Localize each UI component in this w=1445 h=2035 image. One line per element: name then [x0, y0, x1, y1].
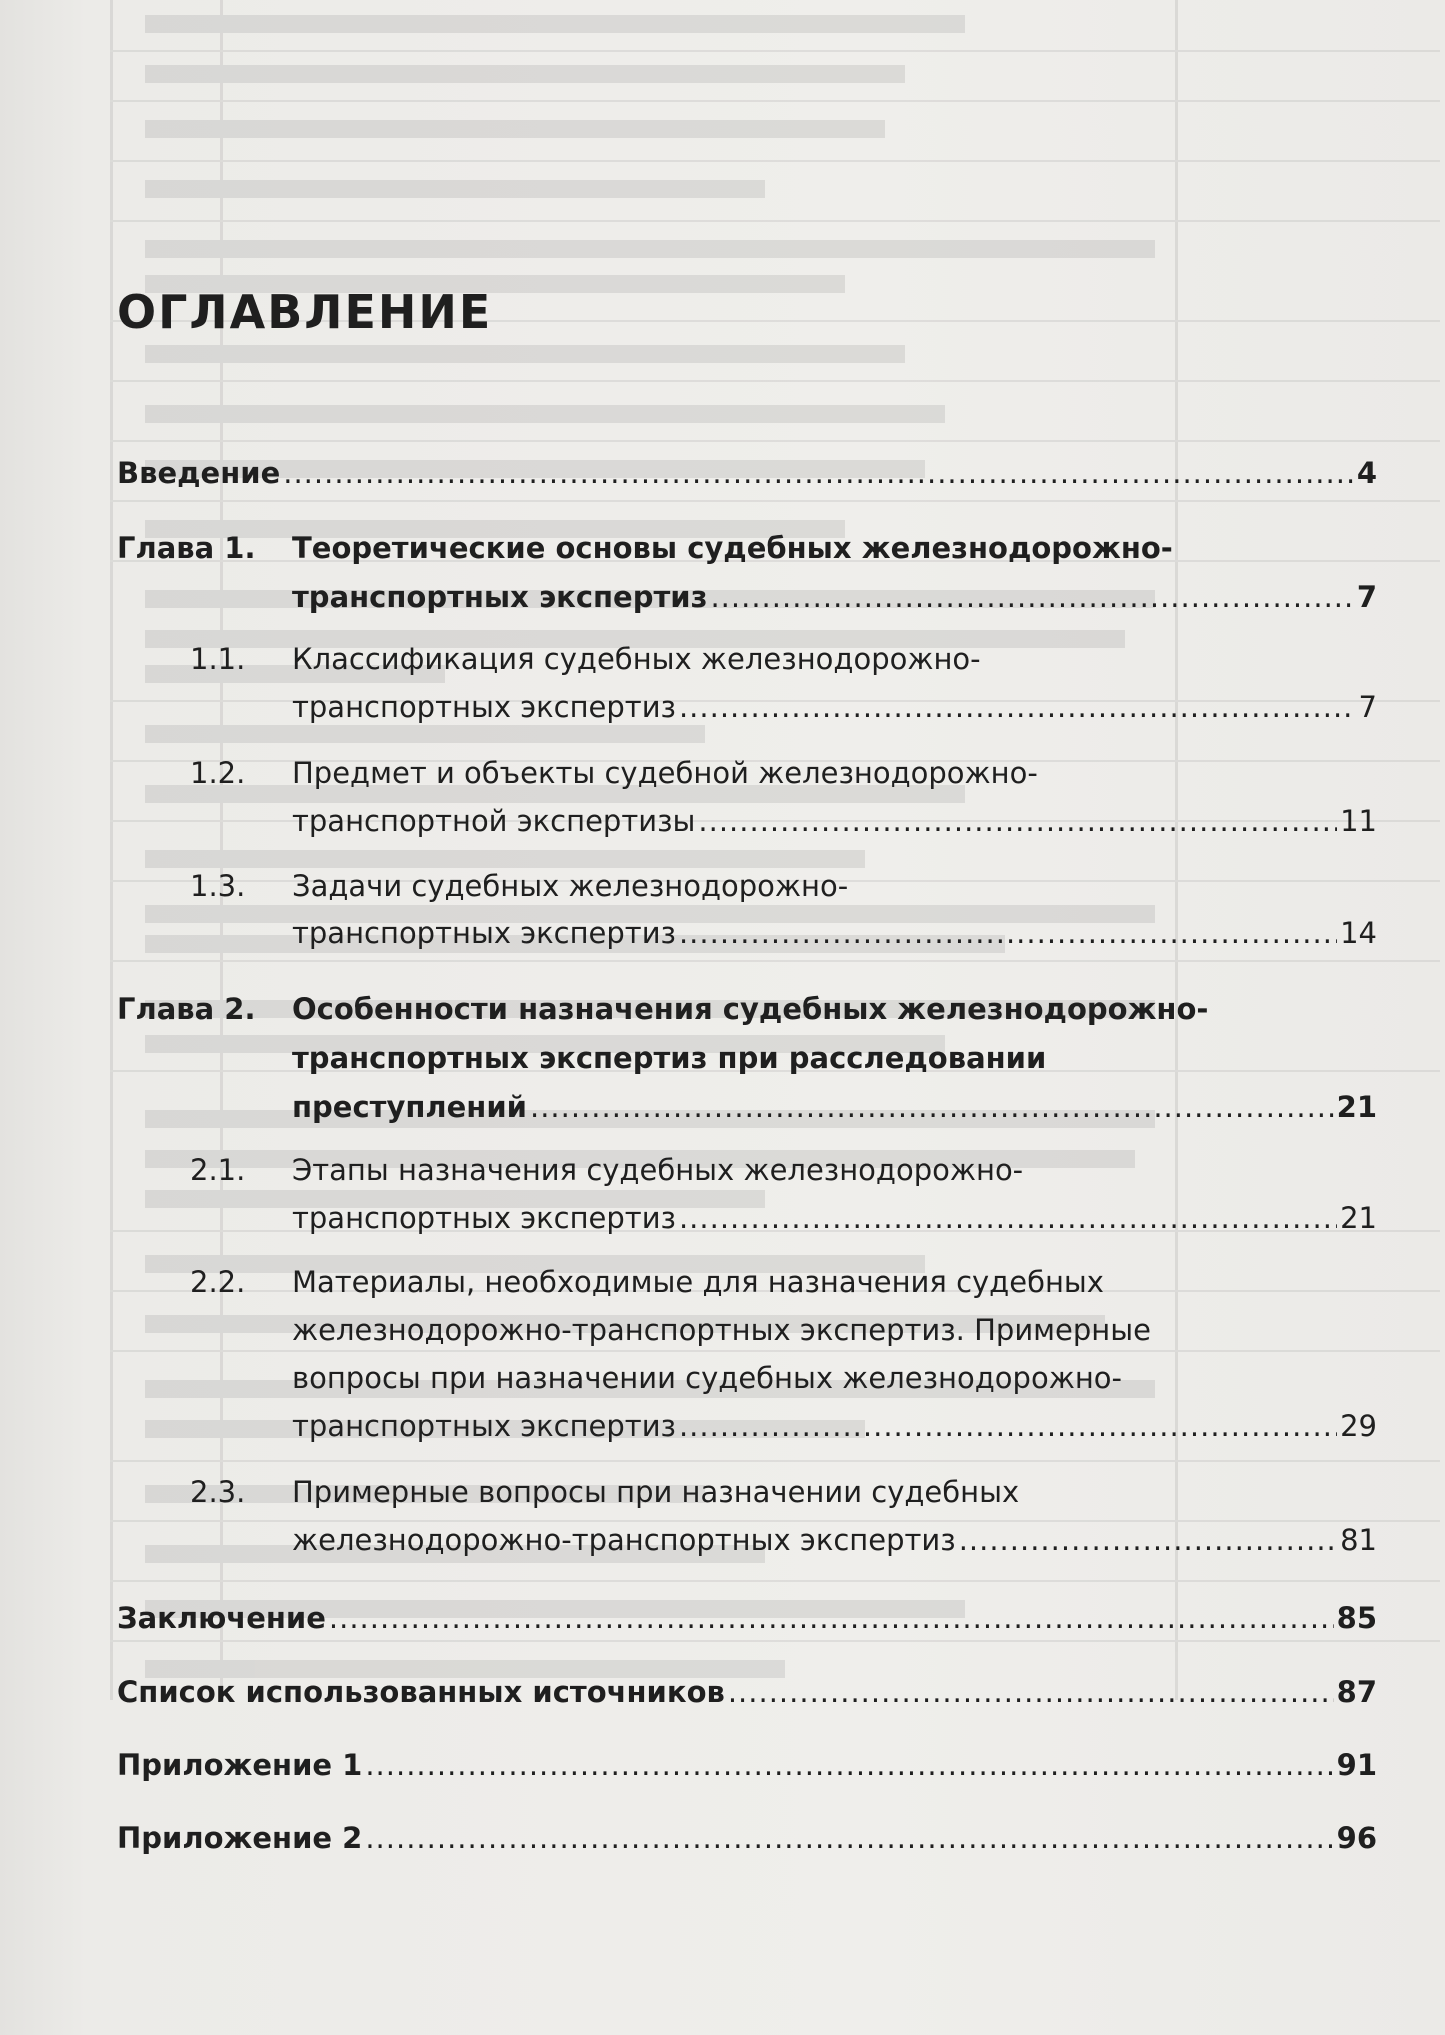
toc-entry-label: транспортных экспертиз — [292, 916, 676, 950]
toc-section-number: 1.1. — [190, 642, 246, 676]
toc-page-number: 7 — [1358, 690, 1377, 724]
toc-entry-section-1-3[interactable] — [292, 913, 1377, 953]
toc-entry-label: транспортных экспертиз — [292, 1201, 676, 1235]
toc-title: ОГЛАВЛЕНИЕ — [117, 285, 493, 339]
toc-leader-dots — [679, 687, 1356, 727]
toc-entry-label: транспортных экспертиз — [292, 580, 708, 614]
toc-entry-references[interactable] — [117, 1672, 1377, 1712]
toc-entry-line[interactable]: вопросы при назначении судебных железнодорожно- — [292, 1361, 1122, 1395]
toc-leader-dots — [959, 1520, 1337, 1560]
toc-page-number: 87 — [1336, 1675, 1377, 1709]
toc-entry-line[interactable]: железнодорожно-транспортных экспертиз. Примерные — [292, 1313, 1151, 1347]
toc-entry-conclusion[interactable] — [117, 1598, 1377, 1638]
toc-chapter-number: Глава 1. — [117, 531, 256, 565]
toc-page-number: 14 — [1340, 916, 1377, 950]
toc-section-number: 2.1. — [190, 1153, 246, 1187]
toc-leader-dots — [365, 1745, 1333, 1785]
toc-entry-label: Введение — [117, 456, 281, 490]
toc-entry-line[interactable]: Примерные вопросы при назначении судебных — [292, 1475, 1020, 1509]
toc-entry-label: транспортной экспертизы — [292, 804, 696, 838]
toc-entry-chapter-2[interactable] — [292, 1087, 1377, 1127]
toc-entry-label: преступлений — [292, 1090, 527, 1124]
toc-page-number: 4 — [1356, 456, 1377, 490]
toc-entry-line[interactable]: Задачи судебных железнодорожно- — [292, 869, 849, 903]
toc-section-number: 1.3. — [190, 869, 246, 903]
toc-leader-dots — [329, 1598, 1334, 1638]
toc-leader-dots — [679, 913, 1337, 953]
toc-page-number: 11 — [1340, 804, 1377, 838]
toc-entry-line[interactable]: Этапы назначения судебных железнодорожно- — [292, 1153, 1024, 1187]
toc-section-number: 2.2. — [190, 1265, 246, 1299]
toc-page-number: 85 — [1336, 1601, 1377, 1635]
toc-entry-chapter-1[interactable] — [292, 577, 1377, 617]
toc-entry-line[interactable]: Особенности назначения судебных железнодорожно- — [292, 992, 1209, 1026]
toc-entry-introduction[interactable] — [117, 453, 1377, 493]
toc-entry-line[interactable]: транспортных экспертиз при расследовании — [292, 1041, 1047, 1075]
toc-leader-dots — [679, 1198, 1337, 1238]
toc-chapter-number: Глава 2. — [117, 992, 256, 1026]
toc-entry-line[interactable]: Предмет и объекты судебной железнодорожно- — [292, 756, 1038, 790]
toc-entry-section-1-1[interactable] — [292, 687, 1377, 727]
toc-leader-dots — [365, 1818, 1333, 1858]
toc-entry-section-2-2[interactable] — [292, 1406, 1377, 1446]
toc-entry-section-1-2[interactable] — [292, 801, 1377, 841]
toc-section-number: 1.2. — [190, 756, 246, 790]
toc-page-number: 81 — [1340, 1523, 1377, 1557]
toc-entry-label: Список использованных источников — [117, 1675, 725, 1709]
toc-entry-label: транспортных экспертиз — [292, 1409, 676, 1443]
toc-page-number: 91 — [1336, 1748, 1377, 1782]
toc-entry-line[interactable]: Классификация судебных железнодорожно- — [292, 642, 981, 676]
toc-page-number: 21 — [1340, 1201, 1377, 1235]
toc-entry-line[interactable]: Теоретические основы судебных железнодорожно- — [292, 531, 1173, 565]
toc-entry-label: железнодорожно-транспортных экспертиз — [292, 1523, 956, 1557]
toc-page-number: 96 — [1336, 1821, 1377, 1855]
toc-leader-dots — [698, 801, 1337, 841]
toc-entry-label: Заключение — [117, 1601, 326, 1635]
toc-entry-label: Приложение 1 — [117, 1748, 363, 1782]
toc-page-number: 21 — [1336, 1090, 1377, 1124]
toc-entry-section-2-3[interactable] — [292, 1520, 1377, 1560]
toc-entry-label: транспортных экспертиз — [292, 690, 676, 724]
toc-leader-dots — [710, 577, 1353, 617]
toc-entry-appendix-1[interactable] — [117, 1745, 1377, 1785]
toc-entry-section-2-1[interactable] — [292, 1198, 1377, 1238]
toc-leader-dots — [530, 1087, 1334, 1127]
toc-leader-dots — [728, 1672, 1334, 1712]
toc-entry-line[interactable]: Материалы, необходимые для назначения судебных — [292, 1265, 1104, 1299]
toc-leader-dots — [283, 453, 1354, 493]
toc-entry-label: Приложение 2 — [117, 1821, 363, 1855]
toc-entry-appendix-2[interactable] — [117, 1818, 1377, 1858]
toc-page-number: 7 — [1356, 580, 1377, 614]
toc-section-number: 2.3. — [190, 1475, 246, 1509]
toc-page-number: 29 — [1340, 1409, 1377, 1443]
toc-leader-dots — [679, 1406, 1337, 1446]
